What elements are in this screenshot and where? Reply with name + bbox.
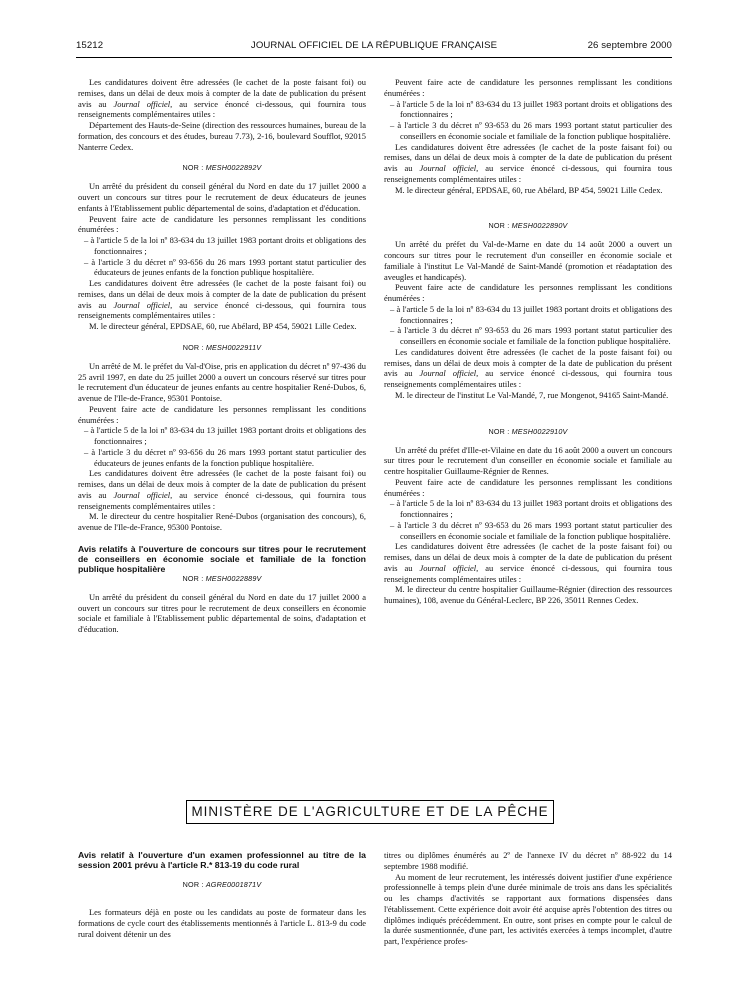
page-number: 15212 xyxy=(76,40,104,51)
section-title: Avis relatifs à l'ouverture de concours sur titres pour le recrutement de conseillers en économie sociale et familiale de la fonction publique hospitalière xyxy=(78,543,366,574)
list-item: – à l'article 5 de la loi nº 83-634 du 13 juillet 1983 portant droits et obligations des fonctionnaires ; xyxy=(84,425,366,446)
paragraph: Les candidatures doivent être adressées (le cachet de la poste faisant foi) ou remises, dans un délai de deux mois à compter de la date de publication du présent avis au Journal officiel, au service énoncé ci-dessous, qui fournira tous renseignements complémentaires utiles : xyxy=(78,77,366,120)
list-item: – à l'article 5 de la loi nº 83-634 du 13 juillet 1983 portant droits et obligations des fonctionnaires ; xyxy=(84,235,366,256)
paragraph: Les candidatures doivent être adressées (le cachet de la poste faisant foi) ou remises, dans un délai de deux mois à compter de la date de publication du présent avis au Journal officiel, au service énoncé ci-dessous, qui fournira tous renseignements complémentaires utiles : xyxy=(384,541,672,584)
list-item: – à l'article 5 de la loi nº 83-634 du 13 juillet 1983 portant droits et obligations des fonctionnaires ; xyxy=(390,98,672,120)
nor-reference: NOR : MESH0022889V xyxy=(182,573,262,583)
paragraph: Les formateurs déjà en poste ou les candidats au poste de formateur dans les formations de cycle court des établissements mentionnés à l'article L. 813-9 du code rural doivent détenir un des xyxy=(78,907,366,939)
left-column xyxy=(78,77,366,635)
paragraph: M. le directeur du centre hospitalier René-Dubos (organisation des concours), 6, avenue de l'Ile-de-France, 95300 Pontoise. xyxy=(78,511,366,532)
list-item: – à l'article 3 du décret nº 93-653 du 26 mars 1993 portant statut particulier des conseillers en économie sociale et familiale de la fonction publique hospitalière. xyxy=(390,325,672,346)
list-item: – à l'article 3 du décret nº 93-653 du 26 mars 1993 portant statut particulier des conseillers en économie sociale et familiale de la fonction publique hospitalière. xyxy=(390,120,672,141)
list-item: – à l'article 5 de la loi nº 83-634 du 13 juillet 1983 portant droits et obligations des fonctionnaires ; xyxy=(390,303,672,325)
paragraph: Les candidatures doivent être adressées (le cachet de la poste faisant foi) ou remises, dans un délai de deux mois à compter de la date de publication du présent avis au Journal officiel, au service énoncé ci-dessous, qui fournira tous renseignements complémentaires utiles : xyxy=(78,278,366,321)
paragraph: Les candidatures doivent être adressées (le cachet de la poste faisant foi) ou remises, dans un délai de deux mois à compter de la date de publication du présent avis au Journal officiel, au service énoncé ci-dessous, qui fournira tous renseignements complémentaires utiles : xyxy=(384,141,672,184)
paragraph: Un arrêté du président du conseil général du Nord en date du 17 juillet 2000 a ouvert un concours sur titres pour le recrutement de deux conseillers en économie sociale et familiale à l'Etablissement public départemental de soins, d'adaptation et d'éducation. xyxy=(78,591,366,634)
paragraph: Un arrêté du préfet d'Ille-et-Vilaine en date du 16 août 2000 a ouvert un concours sur titres pour le recrutement d'un conseiller en économie sociale et familiale au centre hospitalier Guillaume-Régnier de Rennes. xyxy=(384,444,672,476)
paragraph: Un arrêté de M. le préfet du Val-d'Oise, pris en application du décret nº 97-436 du 25 avril 1997, en date du 25 juillet 2000 a ouvert un concours réservé sur titres pour le recrutement d'un éducateur de jeunes enfants au centre hospitalier René-Dubos, 6, avenue de l'Ile-de-France, 95301 Pontoise. xyxy=(78,360,366,403)
page-header xyxy=(76,40,672,56)
header-rule xyxy=(76,57,672,58)
paragraph: Un arrêté du préfet du Val-de-Marne en date du 14 août 2000 a ouvert un concours sur titres pour le recrutement d'un conseiller en économie sociale et familiale à l'institut Le Val-Mandé de Saint-Mandé (promotion et réadaptation des aveugles et handicapés). xyxy=(384,239,672,282)
right-column xyxy=(384,77,672,606)
section-title: Avis relatif à l'ouverture d'un examen professionnel au titre de la session 2001 prévu à l'article R.* 813-19 du code rural xyxy=(78,850,366,870)
bottom-right-column xyxy=(384,850,672,947)
journal-title: JOURNAL OFFICIEL DE LA RÉPUBLIQUE FRANÇAISE xyxy=(250,40,498,51)
paragraph: Peuvent faire acte de candidature les personnes remplissant les conditions énumérées : xyxy=(78,213,366,235)
paragraph: M. le directeur général, EPDSAE, 60, rue Abélard, BP 454, 59021 Lille Cedex. xyxy=(89,321,357,331)
list-item: – à l'article 3 du décret nº 93-656 du 26 mars 1993 portant statut particulier des éducateurs de jeunes enfants de la fonction publique hospitalière. xyxy=(84,446,366,468)
paragraph: Peuvent faire acte de candidature les personnes remplissant les conditions énumérées : xyxy=(384,282,672,303)
paragraph: Département des Hauts-de-Seine (direction des ressources humaines, bureau de la formation, des concours et des études, bureau 7.73), 2-16, boulevard Soufflot, 92015 Nanterre Cedex. xyxy=(78,120,366,152)
bottom-left-column xyxy=(78,850,366,939)
paragraph: Les candidatures doivent être adressées (le cachet de la poste faisant foi) ou remises, dans un délai de deux mois à compter de la date de publication du présent avis au Journal officiel, au service énoncé ci-dessous, qui fournira tous renseignements complémentaires utiles : xyxy=(384,346,672,389)
paragraph: Peuvent faire acte de candidature les personnes remplissant les conditions énumérées : xyxy=(78,403,366,425)
nor-reference: NOR : MESH0022890V xyxy=(488,221,568,231)
paragraph: Peuvent faire acte de candidature les personnes remplissant les conditions énumérées : xyxy=(384,476,672,498)
paragraph: Un arrêté du président du conseil général du Nord en date du 17 juillet 2000 a ouvert un concours sur titres pour le recrutement de deux éducateurs de jeunes enfants à l'Etablissement public départemental de soins, d'adaptation et d'éducation. xyxy=(78,181,366,213)
list-item: – à l'article 3 du décret nº 93-656 du 26 mars 1993 portant statut particulier des éducateurs de jeunes enfants de la fonction publique hospitalière. xyxy=(84,256,366,278)
list-item: – à l'article 3 du décret nº 93-653 du 26 mars 1993 portant statut particulier des conseillers en économie sociale et familiale de la fonction publique hospitalière. xyxy=(390,519,672,541)
paragraph: M. le directeur général, EPDSAE, 60, rue Abélard, BP 454, 59021 Lille Cedex. xyxy=(395,184,663,195)
paragraph: titres ou diplômes énumérés au 2º de l'annexe IV du décret nº 88-922 du 14 septembre 1988 modifié. xyxy=(384,850,672,871)
nor-reference: NOR : MESH0022892V xyxy=(182,163,262,173)
paragraph: M. le directeur du centre hospitalier Guillaume-Régnier (direction des ressources humaines), 108, avenue du Général-Leclerc, BP 226, 35011 Rennes Cedex. xyxy=(384,584,672,605)
paragraph: Les candidatures doivent être adressées (le cachet de la poste faisant foi) ou remises, dans un délai de deux mois à compter de la date de publication du présent avis au Journal officiel, au service énoncé ci-dessous, qui fournira tous renseignements complémentaires utiles : xyxy=(78,468,366,511)
ministry-banner: MINISTÈRE DE L'AGRICULTURE ET DE LA PÊCHE xyxy=(186,800,554,824)
paragraph: M. le directeur de l'institut Le Val-Mandé, 7, rue Mongenot, 94165 Saint-Mandé. xyxy=(395,389,669,400)
paragraph: Au moment de leur recrutement, les intéressés doivent justifier d'une expérience professionnelle à temps plein d'une durée minimale de trois ans dans les spécialités ou les champs d'activités se rapportant aux formations dispensées dans l'établissement. Cette expérience doit avoir été acquise après l'obtention des titres ou diplômes indiqués précédemment. En outre, sont prises en compte pour le calcul de la durée susmentionnée, d'une part, les activités exercées à temps incomplet, d'autre part, l'expérience profes- xyxy=(384,871,672,946)
paragraph: Peuvent faire acte de candidature les personnes remplissant les conditions énumérées : xyxy=(384,77,672,98)
nor-reference: NOR : MESH0022911V xyxy=(182,342,262,352)
issue-date: 26 septembre 2000 xyxy=(587,40,672,51)
nor-reference: NOR : MESH0022910V xyxy=(488,426,568,436)
nor-reference: NOR : AGRE0001871V xyxy=(182,880,262,889)
list-item: – à l'article 5 de la loi nº 83-634 du 13 juillet 1983 portant droits et obligations des fonctionnaires ; xyxy=(390,498,672,519)
